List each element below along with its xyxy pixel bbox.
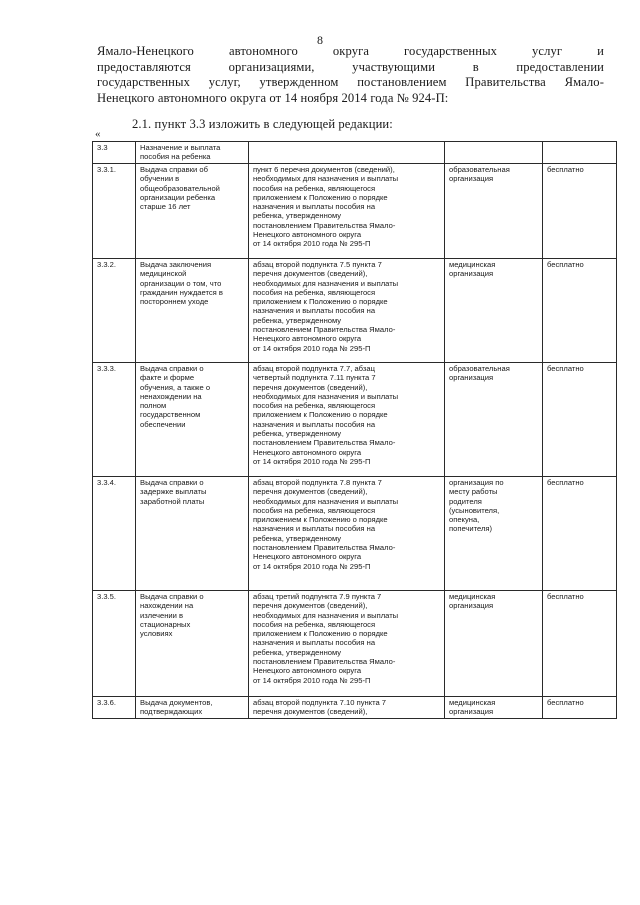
table-row (93, 477, 617, 591)
section-number: 3.3 (97, 143, 108, 152)
table-section-row (93, 142, 617, 164)
row-number-cell (93, 697, 136, 719)
service-name: Выдача документов, подтверждающих (140, 698, 213, 717)
section-fee-cell (543, 142, 617, 164)
legal-basis: абзац второй подпункта 7.7, абзац четвертый подпункта 7.11 пункта 7 перечня документов (сведений), необходимых для назначения и выплаты пособия на ребенка, являющегося приложением к Положению о порядке назначения и выплаты пособия на ребенка, утвержденному постановлением Правительства Ямало- Ненецкого автономного округа от 14 октября 2010 года № 295-П (253, 364, 399, 466)
table-row (93, 259, 617, 363)
page-number: 8 (317, 33, 323, 47)
row-number: 3.3.4. (97, 478, 116, 487)
service-name: Выдача справки о нахождении на излечении в стационарных условиях (140, 592, 204, 639)
table-row (93, 363, 617, 477)
legal-basis: пункт 6 перечня документов (сведений), необходимых для назначения и выплаты пособия на ребенка, являющегося приложением к Положению о порядке назначения и выплаты пособия на ребенка, утвержденному постановлением Правительства Ямало- Ненецкого автономного округа от 14 октября 2010 года № 295-П (253, 165, 399, 249)
legal-basis: абзац второй подпункта 7.8 пункта 7 перечня документов (сведений), необходимых для назначения и выплаты пособия на ребенка, являющегося приложением к Положению о порядке назначения и выплаты пособия на ребенка, утвержденному постановлением Правительства Ямало- Ненецкого автономного округа от 14 октября 2010 года № 295-П (253, 478, 399, 571)
legal-basis-cell (249, 164, 445, 259)
organization-cell (445, 477, 543, 591)
fee-cell (543, 363, 617, 477)
legal-basis-cell (249, 363, 445, 477)
fee: бесплатно (547, 478, 584, 487)
fee: бесплатно (547, 260, 584, 269)
intro-line-4: Ненецкого автономного округа от 14 ноября 2014 года № 924-П: (97, 90, 449, 105)
organization-cell (445, 591, 543, 697)
legal-basis: абзац второй подпункта 7.5 пункта 7 перечня документов (сведений), необходимых для назначения и выплаты пособия на ребенка, являющегося приложением к Положению о порядке назначения и выплаты пособия на ребенка, утвержденному постановлением Правительства Ямало- Ненецкого автономного округа от 14 октября 2010 года № 295-П (253, 260, 399, 353)
opening-quote: « (95, 128, 101, 140)
organization: организация по месту работы родителя (усыновителя, опекуна, попечителя) (449, 478, 504, 534)
service-name: Выдача справки о факте и форме обучения, а также о ненахождении на полном государственном обеспечении (140, 364, 211, 429)
service-name-cell (136, 259, 249, 363)
legal-basis-cell (249, 477, 445, 591)
row-number: 3.3.6. (97, 698, 116, 707)
organization: образовательная организация (449, 364, 510, 383)
intro-paragraph (97, 44, 604, 106)
organization-cell (445, 697, 543, 719)
amendment-clause: 2.1. пункт 3.3 изложить в следующей редакции: (132, 117, 393, 131)
service-name: Выдача справки о задержке выплаты заработной платы (140, 478, 207, 506)
row-number: 3.3.1. (97, 165, 116, 174)
fee: бесплатно (547, 592, 584, 601)
table-row (93, 591, 617, 697)
fee: бесплатно (547, 364, 584, 373)
service-name: Выдача заключения медицинской организации о том, что гражданин нуждается в постороннем уходе (140, 260, 223, 307)
legal-basis: абзац второй подпункта 7.10 пункта 7 перечня документов (сведений), (253, 698, 387, 717)
service-name-cell (136, 697, 249, 719)
fee: бесплатно (547, 698, 584, 707)
legal-basis-cell (249, 259, 445, 363)
organization-cell (445, 259, 543, 363)
section-name-cell (136, 142, 249, 164)
service-name-cell (136, 164, 249, 259)
legal-basis-cell (249, 697, 445, 719)
service-name: Выдача справки об обучении в общеобразовательной организации ребенка старше 16 лет (140, 165, 220, 212)
organization: медицинская организация (449, 260, 496, 279)
organization: образовательная организация (449, 165, 510, 184)
fee-cell (543, 697, 617, 719)
fee-cell (543, 591, 617, 697)
section-number-cell (93, 142, 136, 164)
organization: медицинская организация (449, 592, 496, 611)
row-number: 3.3.5. (97, 592, 116, 601)
fee-cell (543, 164, 617, 259)
row-number-cell (93, 591, 136, 697)
row-number-cell (93, 164, 136, 259)
service-name-cell (136, 477, 249, 591)
table-row (93, 164, 617, 259)
row-number: 3.3.3. (97, 364, 116, 373)
services-table (92, 141, 617, 719)
legal-basis-cell (249, 591, 445, 697)
section-basis-cell (249, 142, 445, 164)
row-number-cell (93, 477, 136, 591)
service-name-cell (136, 363, 249, 477)
intro-line-2: предоставляются организациями, участвующими в предоставлении (97, 59, 604, 74)
organization-cell (445, 363, 543, 477)
table-row (93, 697, 617, 719)
organization-cell (445, 164, 543, 259)
section-name: Назначение и выплата пособия на ребенка (140, 143, 221, 162)
row-number-cell (93, 363, 136, 477)
organization: медицинская организация (449, 698, 496, 717)
intro-line-3: государственных услуг, утвержденном постановлением Правительства Ямало- (97, 75, 604, 89)
row-number: 3.3.2. (97, 260, 116, 269)
legal-basis: абзац третий подпункта 7.9 пункта 7 перечня документов (сведений), необходимых для назначения и выплаты пособия на ребенка, являющегося приложением к Положению о порядке назначения и выплаты пособия на ребенка, утвержденному постановлением Правительства Ямало- Ненецкого автономного округа от 14 октября 2010 года № 295-П (253, 592, 399, 685)
fee-cell (543, 477, 617, 591)
fee-cell (543, 259, 617, 363)
section-org-cell (445, 142, 543, 164)
service-name-cell (136, 591, 249, 697)
fee: бесплатно (547, 165, 584, 174)
intro-line-1: Ямало-Ненецкого автономного округа государственных услуг и (97, 44, 604, 58)
row-number-cell (93, 259, 136, 363)
